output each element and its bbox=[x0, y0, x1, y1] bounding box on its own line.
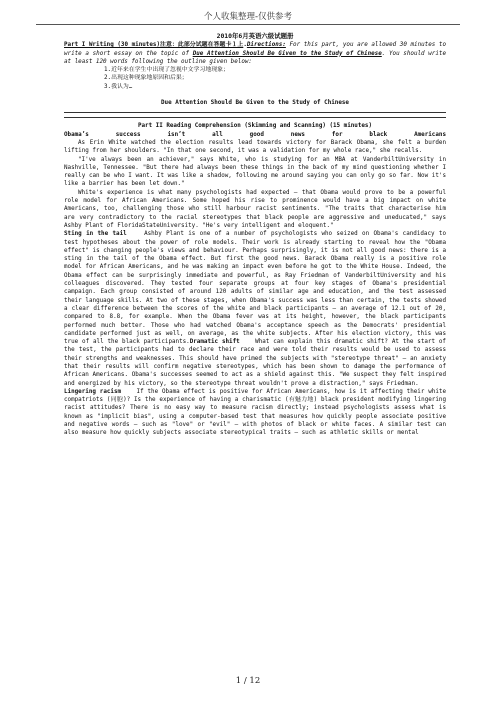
article-title: Obama’s success isn’t all good news for black Americans bbox=[64, 131, 446, 138]
lingering-section bbox=[64, 388, 446, 438]
sting-section bbox=[64, 230, 446, 388]
outline-item: 3.我认为… bbox=[104, 83, 133, 90]
lingering-text: If the Obama effect is positive for African Americans, how is it affecting their white compatriots (同胞)? Is the experience of having a charismatic (有魅力地) black president modifying lingering racist attitudes? There is no easy way to measure racism directly; instead psychologists assess what is known as "implicit bias", using a computer-based test that measures how quickly people associate positive and negative words – such as "love" or "evil" – with photos of black or white faces. A similar test can also measure how quickly subjects associate stereotypical traits – such as athletic skills or mental bbox=[64, 388, 446, 437]
part1-head-text: Part I Writing (30 minutes)注意：此部分试题在答题卡１上 bbox=[64, 42, 244, 49]
outline-item: 1.近年来在学生中出现了忽视中文学习地现象； bbox=[104, 67, 229, 74]
article-paragraph: "I've always been an achiever," says White, who is studying for an MBA at VanderbiltUniversity in Nashville, Tennessee. "But there had always been these things in the back of my mind questioning whether I really can be who I want. It was like a shadow, following me around saying you can only go so far. Now it's like a barrier has been let down." bbox=[64, 156, 446, 188]
document-body bbox=[64, 32, 446, 438]
spacer bbox=[64, 91, 446, 99]
sting-heading: Sting in the tail bbox=[64, 231, 127, 238]
header-rule bbox=[36, 24, 460, 25]
outline-item: 2.出现这种现象地原因和后果； bbox=[104, 75, 188, 82]
document-title: 2010年6月英语六级试题册 bbox=[216, 32, 294, 40]
part1-heading bbox=[64, 41, 446, 66]
directions-label: Directions: bbox=[246, 42, 286, 49]
answer-line bbox=[64, 117, 446, 118]
page-number: 1 / 12 bbox=[235, 676, 261, 686]
directions-topic: Due Attention Should Be Given to the Study of Chinese bbox=[192, 50, 382, 57]
answer-line bbox=[64, 112, 446, 113]
directions-text-b: . You should write at least 120 words following the outline given below: bbox=[64, 50, 446, 65]
lingering-heading: Lingering racism bbox=[64, 388, 122, 395]
page-header: 个人收集整理-仅供参考 bbox=[203, 12, 293, 22]
dramatic-text: What can explain this dramatic shift? At the start of the test, the participants had to declare their race and were told their results would be used to assess their strengths and weaknesses. This should have primed the subjects with "stereotype threat" – an anxiety that their results will confirm negative stereotypes, which has been shown to damage the performance of African Americans. Obama's successes seemed to act as a shield against this. "We suspect they felt inspired and energized by his victory, so the stereotype threat wouldn't prove a distraction," says Friedman. bbox=[64, 339, 446, 387]
directions-text-a: For this part, you are allowed 30 minutes to write a short essay on the topic of bbox=[64, 42, 446, 57]
part1-head-dot: . bbox=[243, 42, 247, 49]
sting-text: Ashby Plant is one of a number of psychologists who seized on Obama's candidacy to test hypotheses about the power of role models. Their work is already starting to reveal how the "Obama effect" is changing people's views and behaviour. Perhaps surprisingly, it is not all good news: there is a sting in the tail of the Obama effect. But first the good news. Barack Obama really is a positive role model for African Americans, and he was making an impact even before he got to the White House. Indeed, the Obama effect can be surprisingly immediate and powerful, as Ray Friedman of VanderbiltUniversity and his colleagues discovered. They tested four separate groups at four key stages of Obama's presidential campaign. Each group consisted of around 120 adults of similar age and education, and the test assessed their language skills. At two of these stages, when Obama's success was less than certain, the tests showed a clear difference between the scores of the white and black participants – an average of 12.1 out of 20, compared to 8.8, for example. When the Obama fever was at its height, however, the black participants performed much better. Those who had watched Obama's acceptance speech as the Democrats' presidential candidate performed just as well, on average, as the white subjects. After his election victory, this was true of all the black participants. bbox=[64, 231, 447, 346]
part2-heading: Part II Reading Comprehension (Skimming and Scanning) (15 minutes) bbox=[137, 123, 373, 130]
dramatic-heading: Dramatic shift bbox=[189, 339, 240, 346]
outline-list bbox=[64, 66, 446, 91]
article-paragraph: As Erin White watched the election results lead towards victory for Barack Obama, she felt a burden lifting from her shoulders. "In that one second, it was a validation for my whole race," she recalls. bbox=[64, 139, 446, 155]
essay-title: Due Attention Should Be Given to the Study of Chinese bbox=[161, 100, 349, 107]
article-paragraph: White's experience is what many psychologists had expected – that Obama would prove to be a powerful role model for African Americans. Some hoped his rise to prominence would have a big impact on white Americans, too, challenging those who still harbour racist sentiments. "The traits that characterise him are very contradictory to the racial stereotypes that black people are aggressive and uneducated," says Ashby Plant of FloridaStateUniversity. "He's very intelligent and eloquent." bbox=[64, 189, 446, 229]
